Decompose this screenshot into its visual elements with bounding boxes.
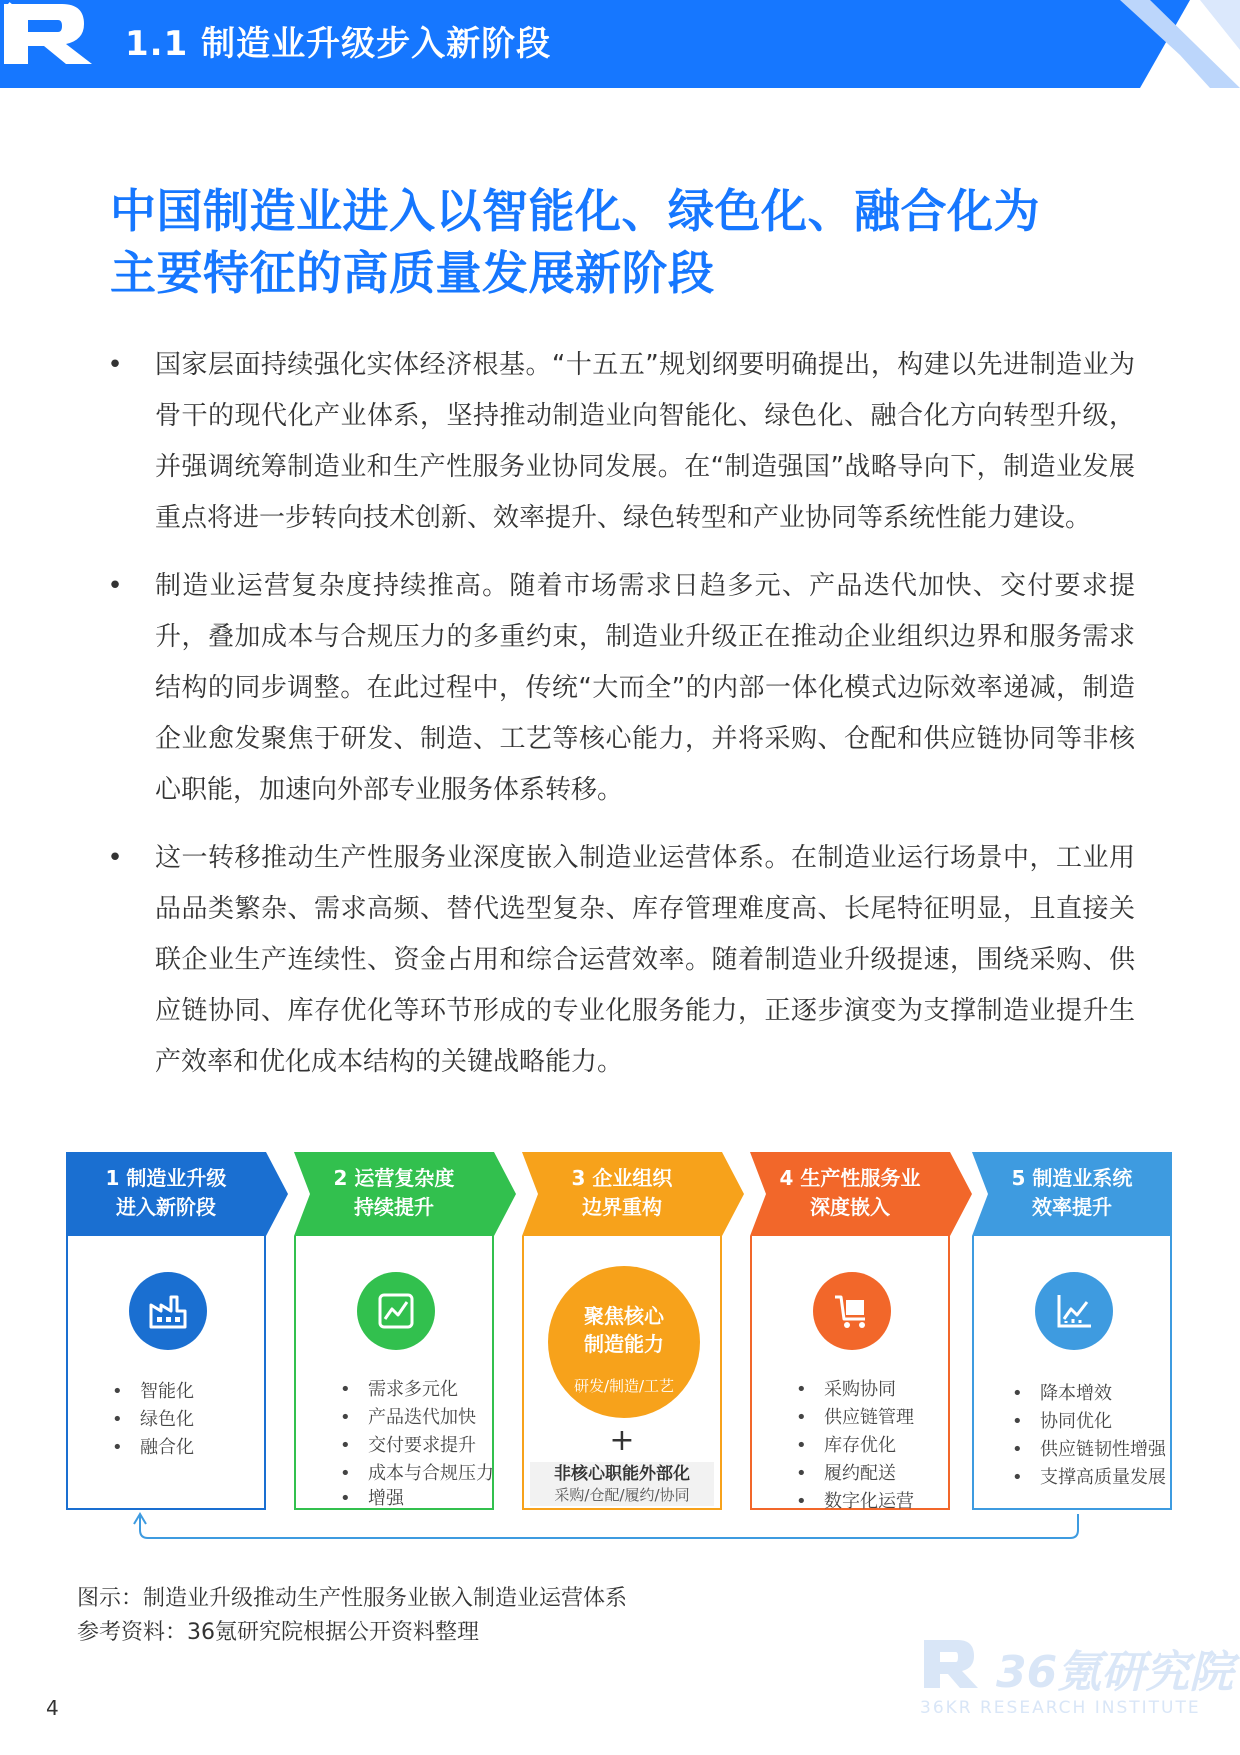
column-title: 5 制造业系统 [1011,1166,1133,1190]
brand-name-cn: 36氪研究院 [996,1647,1234,1698]
list-item: • 协同优化 [1012,1408,1166,1436]
list-item: • 绿色化 [112,1406,194,1434]
bullet-paragraph [105,833,1135,1088]
list-item: • 产品迭代加快 [340,1404,494,1432]
headline-line-2: 主要特征的高质量发展新阶段 [110,246,715,300]
bullet-text: 国家层面持续强化实体经济根基。“十五五”规划纲要明确提出，构建以先进制造业为骨干的现代化产业体系，坚持推动制造业向智能化、绿色化、融合化方向转型升级，并强调统筹制造业和生产性服务业协同发展。在“制造强国”战略导向下，制造业发展重点将进一步转向技术创新、效率提升、绿色转型和产业协同等系统性能力建设。 [155,350,1135,533]
list-item: • 降本增效 [1012,1380,1166,1408]
bullet-paragraph [105,561,1135,816]
header-bar [0,0,1240,88]
list-item: • 智能化 [112,1378,194,1406]
bullet-dot: • [107,843,123,873]
core-title: 制造能力 [584,1332,664,1356]
bullet-text: 这一转移推动生产性服务业深度嵌入制造业运营体系。在制造业运行场景中，工业用品品类繁杂、需求高频、替代选型复杂、库存管理难度高、长尾特征明显，且直接关联企业生产连续性、资金占用和综合运营效率。随着制造业升级提速，围绕采购、供应链协同、库存优化等环节形成的专业化服务能力，正逐步演变为支撑制造业提升生产效率和优化成本结构的关键战略能力。 [155,843,1135,1077]
figure-title: 图示：制造业升级推动生产性服务业嵌入制造业运营体系 [77,1586,628,1611]
list-item: • 履约配送 [796,1460,914,1488]
column-title: 2 运营复杂度 [333,1166,455,1190]
list-item: • 支撑高质量发展 [1012,1464,1166,1492]
section-title: 1.1 制造业升级步入新阶段 [125,24,552,64]
36kr-logo-icon [0,0,110,68]
core-subtitle: 研发/制造/工艺 [573,1377,675,1395]
list-item: • 需求多元化 [340,1376,494,1404]
list-item: • 融合化 [112,1434,194,1462]
list-item: • 供应链管理 [796,1404,914,1432]
figure-source: 参考资料：36氪研究院根据公开资料整理 [77,1620,479,1645]
column-title: 持续提升 [354,1195,434,1219]
body-text [105,340,1135,1105]
brand-name-en: 36KR RESEARCH INSTITUTE [920,1698,1201,1718]
column-title: 深度嵌入 [810,1195,890,1219]
plus-icon: + [609,1423,635,1458]
noncore-title: 非核心职能外部化 [554,1464,690,1484]
feedback-loop-arrow [66,1152,1176,1542]
list-item: • 成本与合规压力 [340,1460,494,1488]
list-item: • 库存优化 [796,1432,914,1460]
noncore-subtitle: 采购/仓配/履约/协同 [554,1486,690,1504]
list-item: • 供应链韧性增强 [1012,1436,1166,1464]
36kr-watermark-icon [920,1636,984,1692]
list-item-continuation: 增强 [368,1488,404,1509]
bullet-dot: • [107,350,123,380]
list-item: • 交付要求提升 [340,1432,494,1460]
headline-line-1: 中国制造业进入以智能化、绿色化、融合化为 [110,184,1040,238]
figure-caption [77,1582,627,1650]
core-title: 聚焦核心 [584,1304,664,1328]
page-number: 4 [46,1696,59,1720]
column-title: 边界重构 [582,1195,662,1219]
list-item: • 数字化运营 [796,1488,914,1516]
column-title: 4 生产性服务业 [779,1166,921,1190]
column-title: 1 制造业升级 [105,1166,227,1190]
bullet-paragraph [105,340,1135,544]
bullet-text: 制造业运营复杂度持续推高。随着市场需求日趋多元、产品迭代加快、交付要求提升，叠加成本与合规压力的多重约束，制造业升级正在推动企业组织边界和服务需求结构的同步调整。在此过程中，传统“大而全”的内部一体化模式边际效率递减，制造企业愈发聚焦于研发、制造、工艺等核心能力，并将采购、仓配和供应链协同等非核心职能，加速向外部专业服务体系转移。 [155,571,1135,805]
column-title: 进入新阶段 [116,1195,216,1219]
bullet-dot: • [107,571,123,601]
column-title: 效率提升 [1032,1195,1112,1219]
list-item: • 采购协同 [796,1376,914,1404]
column-title: 3 企业组织 [571,1166,673,1190]
brand-watermark [920,1636,1234,1736]
process-diagram [66,1152,1176,1542]
page-headline [110,180,1150,304]
